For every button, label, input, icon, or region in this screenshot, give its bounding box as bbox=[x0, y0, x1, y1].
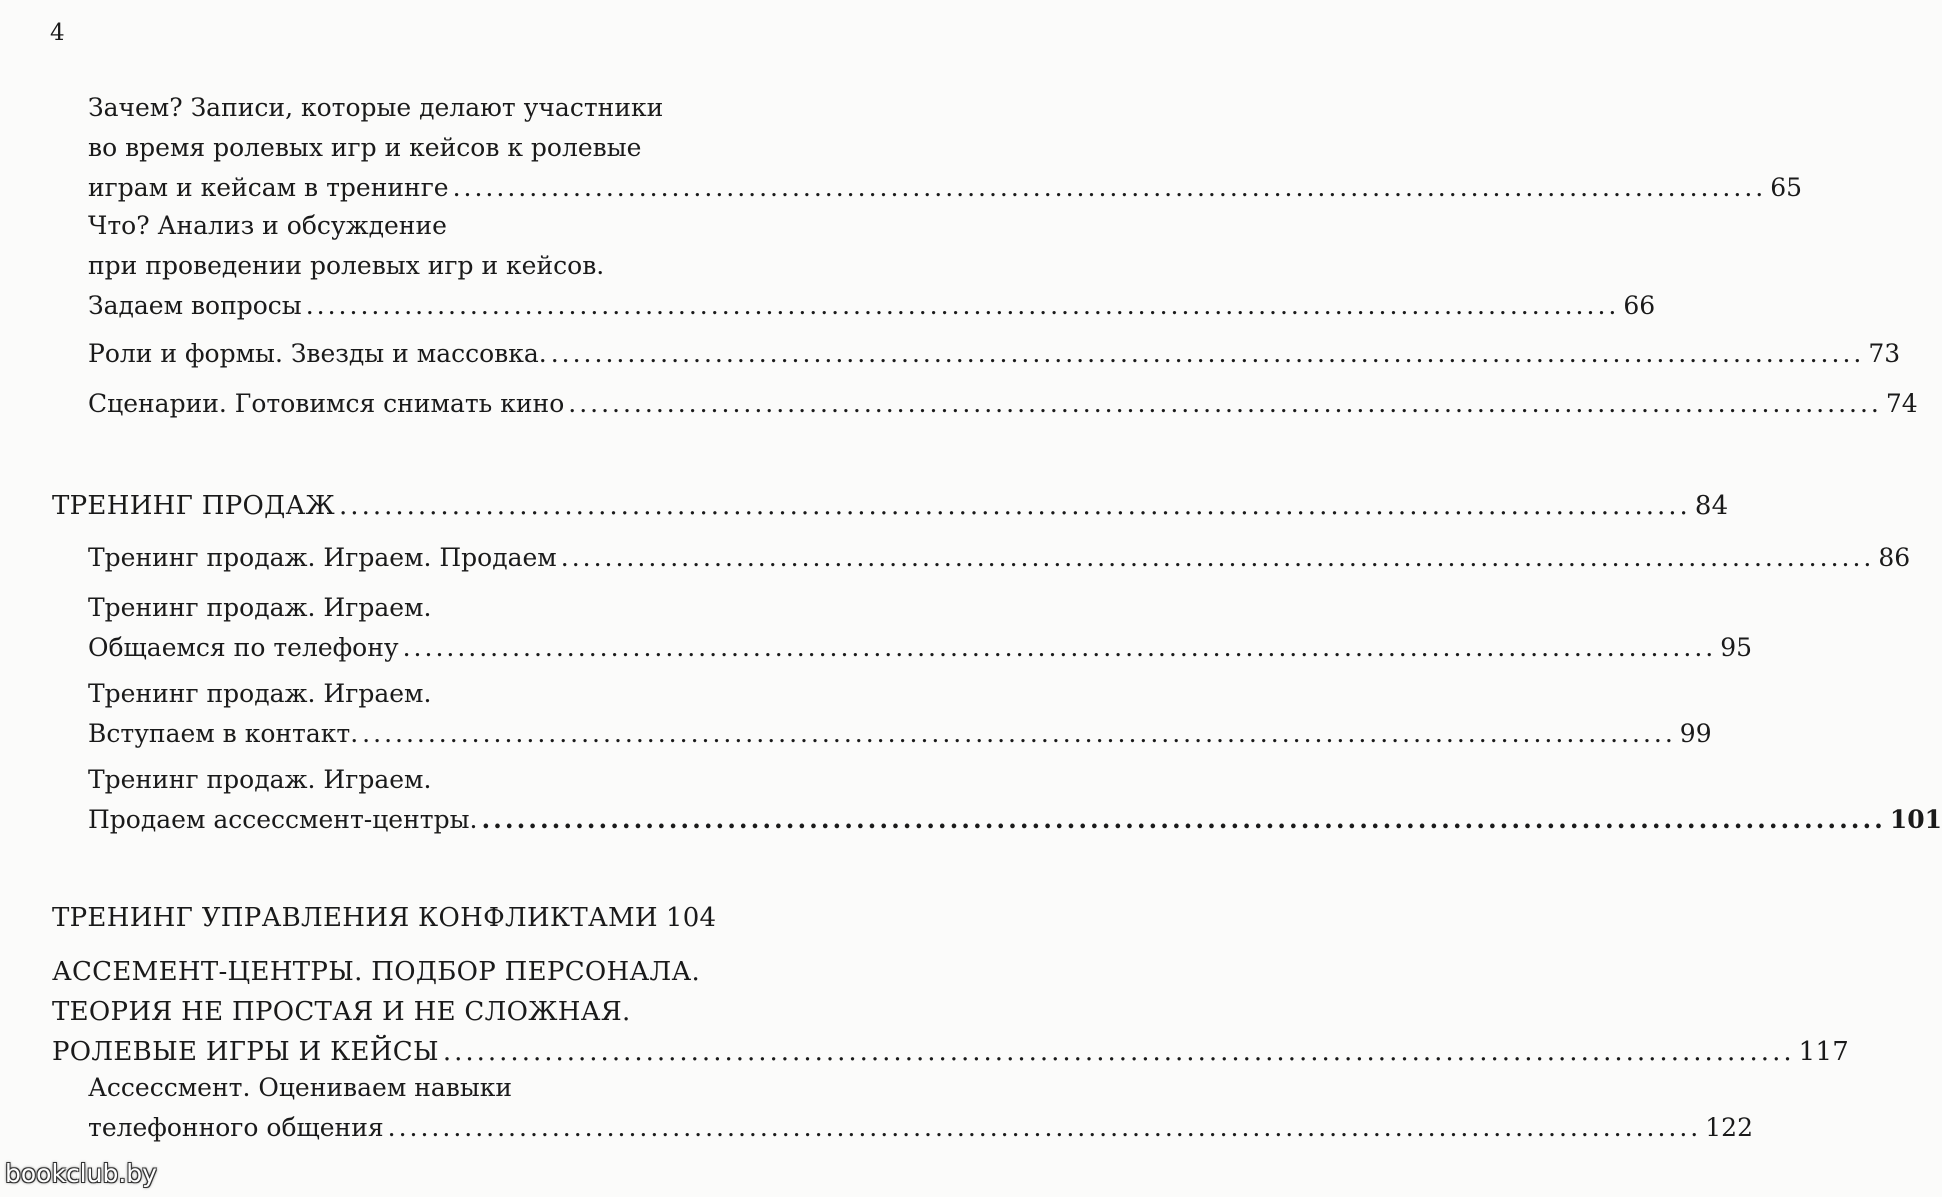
toc-entry bbox=[88, 538, 1911, 578]
leader-dots: ........................................................................................................................ bbox=[560, 543, 1875, 572]
toc-entry-title: во время ролевых игр и кейсов к ролевые bbox=[88, 133, 642, 162]
toc-entry-title: Роли и формы. Звезды и массовка. bbox=[88, 339, 547, 368]
toc-page-number: 84 bbox=[1694, 491, 1729, 521]
toc-entry bbox=[88, 384, 1918, 424]
leader-dots: ........................................................................................................................ bbox=[305, 291, 1620, 320]
toc-entry bbox=[88, 206, 1656, 326]
toc-page-number: 74 bbox=[1885, 389, 1918, 418]
toc-entry-title: Тренинг продаж. Играем. bbox=[88, 679, 432, 708]
toc-section-title: АССЕМЕНТ-ЦЕНТРЫ. ПОДБОР ПЕРСОНАЛА. bbox=[52, 957, 701, 987]
toc-page-number: 65 bbox=[1770, 173, 1803, 202]
toc-entry-title: Что? Анализ и обсуждение bbox=[88, 211, 447, 240]
toc-entry bbox=[88, 674, 1712, 754]
toc-entry-title: при проведении ролевых игр и кейсов. bbox=[88, 251, 605, 280]
toc-section bbox=[52, 898, 717, 938]
toc-entry-title: телефонного общения bbox=[88, 1113, 384, 1142]
toc-entry-title: Общаемся по телефону bbox=[88, 633, 399, 662]
toc-entry-title: Тренинг продаж. Играем. Продаем bbox=[88, 543, 557, 572]
page-number: 4 bbox=[50, 20, 65, 46]
toc-page-number: 101 bbox=[1889, 805, 1942, 834]
toc-page-number: 86 bbox=[1878, 543, 1911, 572]
toc-page-number: 95 bbox=[1720, 633, 1753, 662]
watermark: bookclub.by bbox=[5, 1159, 157, 1188]
toc-entry-title: Зачем? Записи, которые делают участники bbox=[88, 93, 664, 122]
toc-page-number: 104 bbox=[665, 903, 717, 933]
leader-dots: ........................................................................................................................ bbox=[568, 389, 1882, 418]
toc-section-title: ТРЕНИНГ ПРОДАЖ bbox=[52, 491, 336, 521]
toc-page-number: 99 bbox=[1679, 719, 1712, 748]
toc-entry bbox=[88, 760, 1942, 840]
leader-dots: ........................................................................................................................ bbox=[481, 805, 1886, 834]
leader-dots: ........................................................................................................................ bbox=[442, 1037, 1795, 1067]
toc-page-number: 117 bbox=[1798, 1037, 1850, 1067]
toc-section-title: ТРЕНИНГ УПРАВЛЕНИЯ КОНФЛИКТАМИ bbox=[52, 903, 658, 933]
toc-section-title: ТЕОРИЯ НЕ ПРОСТАЯ И НЕ СЛОЖНАЯ. bbox=[52, 997, 631, 1027]
toc-entry bbox=[88, 1068, 1753, 1148]
toc-page-number: 122 bbox=[1705, 1113, 1753, 1142]
toc-entry-title: играм и кейсам в тренинге bbox=[88, 173, 449, 202]
leader-dots: ........................................................................................................................ bbox=[339, 491, 1691, 521]
leader-dots: ........................................................................................................................ bbox=[550, 339, 1865, 368]
toc-entry bbox=[88, 588, 1753, 668]
toc-entry-title: Задаем вопросы bbox=[88, 291, 302, 320]
toc-entry-title: Ассессмент. Оцениваем навыки bbox=[88, 1073, 513, 1102]
leader-dots: ........................................................................................................................ bbox=[362, 719, 1676, 748]
toc-page-number: 66 bbox=[1623, 291, 1656, 320]
toc-section bbox=[52, 486, 1729, 526]
toc-entry bbox=[88, 334, 1901, 374]
toc-entry-title: Продаем ассессмент-центры. bbox=[88, 805, 478, 834]
toc-entry-title: Вступаем в контакт. bbox=[88, 719, 359, 748]
toc-section-title: РОЛЕВЫЕ ИГРЫ И КЕЙСЫ bbox=[52, 1037, 439, 1067]
leader-dots: ........................................................................................................................ bbox=[387, 1113, 1702, 1142]
toc-section bbox=[52, 952, 1850, 1072]
toc-entry bbox=[88, 88, 1803, 208]
toc-entry-title: Тренинг продаж. Играем. bbox=[88, 765, 432, 794]
toc-entry-title: Сценарии. Готовимся снимать кино bbox=[88, 389, 565, 418]
toc-page-number: 73 bbox=[1868, 339, 1901, 368]
leader-dots: ........................................................................................................................ bbox=[452, 173, 1767, 202]
toc-entry-title: Тренинг продаж. Играем. bbox=[88, 593, 432, 622]
leader-dots: ........................................................................................................................ bbox=[402, 633, 1717, 662]
